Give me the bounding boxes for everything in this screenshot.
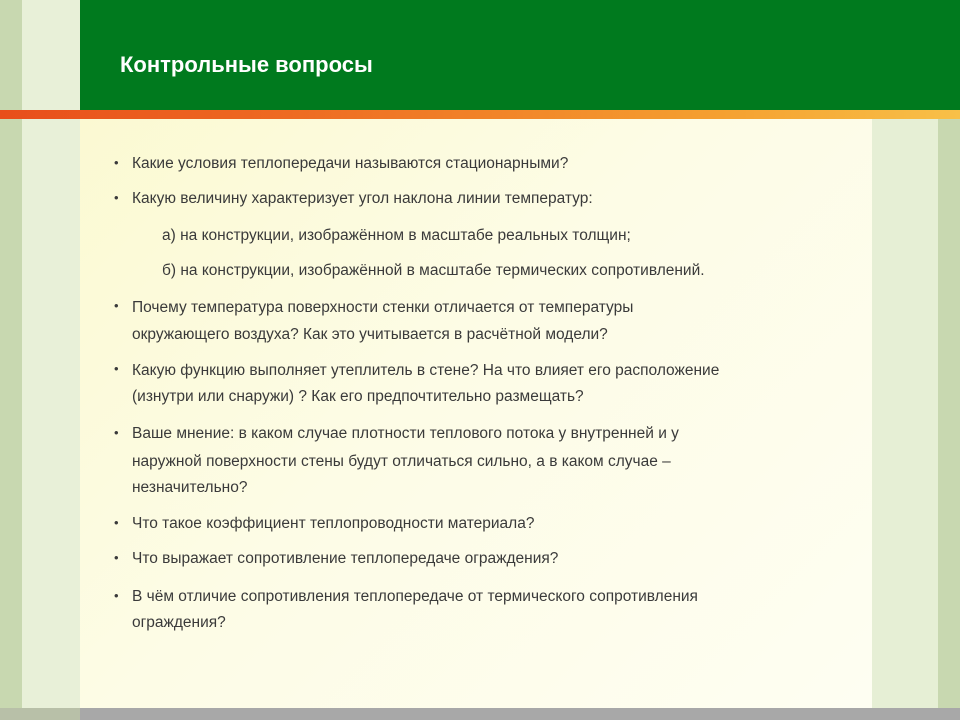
question-1: Какие условия теплопередачи называются стационарными? — [132, 155, 569, 172]
bullet-icon: • — [114, 515, 119, 530]
bullet-icon: • — [114, 588, 119, 603]
question-6: Что такое коэффициент теплопроводности материала? — [132, 515, 535, 532]
bottom-bar — [0, 708, 960, 720]
question-3-line-2: окружающего воздуха? Как это учитывается в расчётной модели? — [132, 326, 608, 343]
bullet-icon: • — [114, 425, 119, 440]
bullet-icon: • — [114, 155, 119, 170]
bullet-icon: • — [114, 361, 119, 376]
left-stripe — [0, 0, 22, 720]
question-4-line-1: Какую функцию выполняет утеплитель в стене? На что влияет его расположение — [132, 362, 720, 379]
bullet-icon: • — [114, 298, 119, 313]
sub-item-b: б) на конструкции, изображённой в масштабе термических сопротивлений. — [162, 262, 705, 279]
question-2: Какую величину характеризует угол наклона линии температур: — [132, 190, 593, 207]
sub-item-a: а) на конструкции, изображённом в масштабе реальных толщин; — [162, 227, 631, 244]
accent-bar — [0, 110, 960, 119]
left-panel — [22, 0, 80, 720]
bullet-icon: • — [114, 550, 119, 565]
question-5-line-1: Ваше мнение: в каком случае плотности теплового потока у внутренней и у — [132, 425, 679, 442]
question-5-line-3: незначительно? — [132, 479, 248, 496]
question-8-line-2: ограждения? — [132, 614, 226, 631]
page-title: Контрольные вопросы — [120, 52, 373, 77]
question-4-line-2: (изнутри или снаружи) ? Как его предпочтительно размещать? — [132, 388, 584, 405]
question-8-line-1: В чём отличие сопротивления теплопередаче от термического сопротивления — [132, 588, 698, 605]
question-3-line-1: Почему температура поверхности стенки отличается от температуры — [132, 299, 634, 316]
bottom-bar-left — [0, 708, 80, 720]
question-7: Что выражает сопротивление теплопередаче ограждения? — [132, 550, 559, 567]
question-5-line-2: наружной поверхности стены будут отличаться сильно, а в каком случае – — [132, 453, 671, 470]
bullet-icon: • — [114, 190, 119, 205]
